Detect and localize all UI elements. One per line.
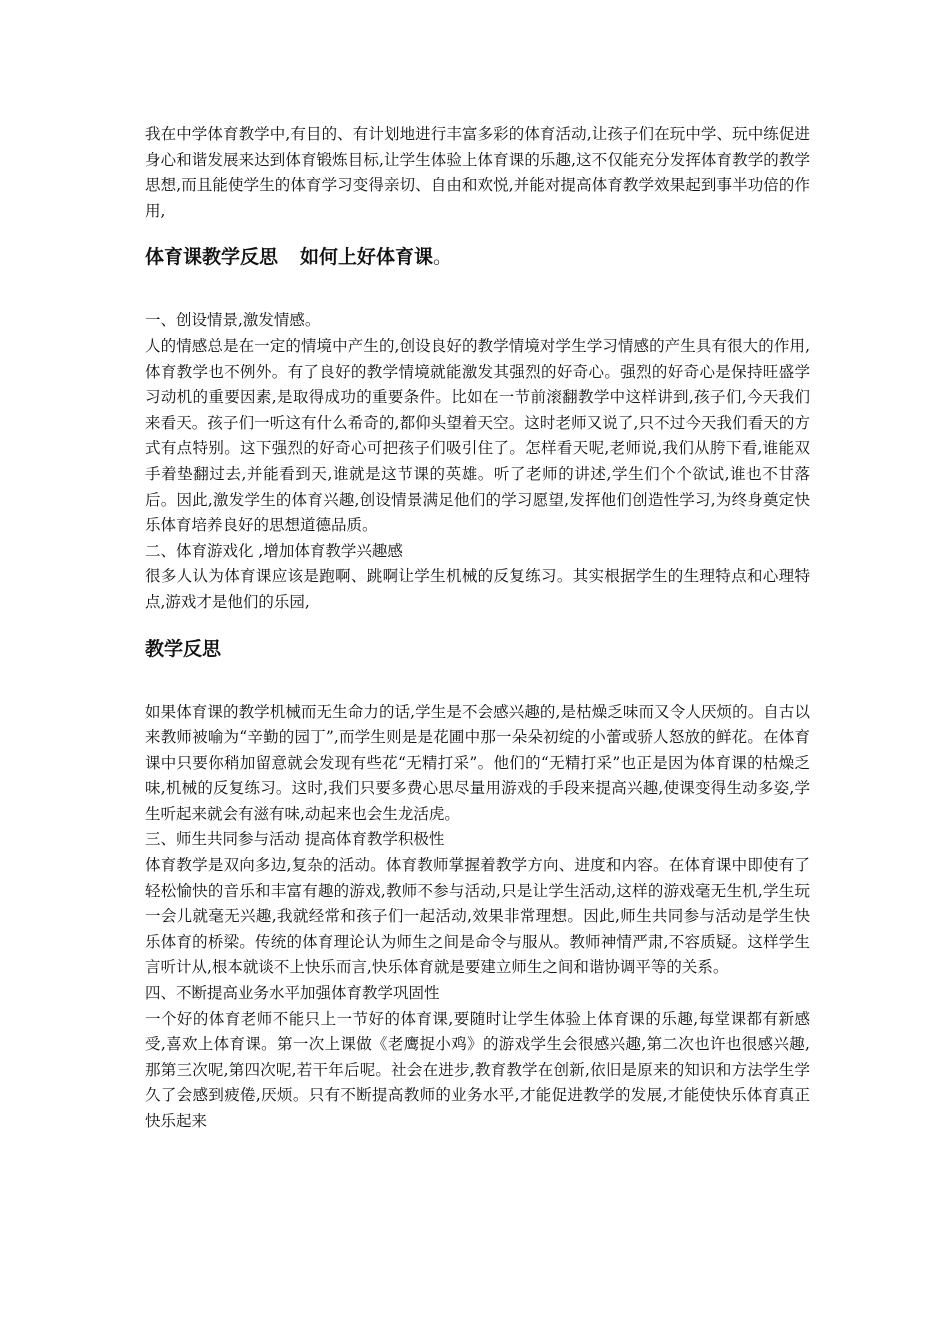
document-body (145, 122, 810, 1135)
section4-heading: 四、不断提高业务水平加强体育教学巩固性 (145, 984, 440, 1003)
spacer (145, 224, 810, 242)
section3-heading: 三、师生共同参与活动 提高体育教学积极性 (145, 830, 445, 849)
title-tail: 。 (433, 246, 453, 269)
document-title (145, 242, 810, 272)
spacer (145, 272, 810, 308)
title-part2: 如何上好体育课 (300, 246, 434, 269)
section2-body: 很多人认为体育课应该是跑啊、跳啊让学生机械的反复练习。其实根据学生的生理特点和心理特点,游戏才是他们的乐园, (145, 567, 810, 611)
section2-heading: 二、体育游戏化 ,增加体育教学兴趣感 (145, 541, 403, 560)
spacer (145, 664, 810, 700)
intro-paragraph: 我在中学体育教学中,有目的、有计划地进行丰富多彩的体育活动,让孩子们在玩中学、玩中练促进身心和谐发展来达到体育锻炼目标,让学生体验上体育课的乐趣,这不仅能充分发挥体育教学的教学思想,而且能使学生的体育学习变得亲切、自由和欢悦,并能对提高体育教学效果起到事半功倍的作用, (145, 125, 810, 220)
spacer (145, 616, 810, 634)
section3-body: 体育教学是双向多边,复杂的活动。体育教师掌握着教学方向、进度和内容。在体育课中即使有了轻松愉快的音乐和丰富有趣的游戏,教师不参与活动,只是让学生活动,这样的游戏毫无生机,学生玩一会儿就毫无兴趣,我就经常和孩子们一起活动,效果非常理想。因此,师生共同参与活动是学生快乐体育的桥梁。传统的体育理论认为师生之间是命令与服从。教师神情严肃,不容质疑。这样学生言听计从,根本就谈不上快乐而言,快乐体育就是要建立师生之间和谐协调平等的关系。 (145, 856, 810, 977)
section1-body: 人的情感总是在一定的情境中产生的,创设良好的教学情境对学生学习情感的产生具有很大的作用,体育教学也不例外。有了良好的教学情境就能激发其强烈的好奇心。强烈的好奇心是保持旺盛学习动机的重要因素,是取得成功的重要条件。比如在一节前滚翻教学中这样讲到,孩子们,今天我们来看天。孩子们一听这有什么希奇的,都仰头望着天空。这时老师又说了,只不过今天我们看天的方式有点特别。这下强烈的好奇心可把孩子们吸引住了。怎样看天呢,老师说,我们从胯下看,谁能双手着垫翻过去,并能看到天,谁就是这节课的英雄。听了老师的讲述,学生们个个欲试,谁也不甘落后。因此,激发学生的体育兴趣,创设情景满足他们的学习愿望,发挥他们创造性学习,为终身奠定快乐体育培养良好的思想道德品质。 (145, 336, 810, 535)
section4-body: 一个好的体育老师不能只上一节好的体育课,要随时让学生体验上体育课的乐趣,每堂课都有新感受,喜欢上体育课。第一次上课做《老鹰捉小鸡》的游戏学生会很感兴趣,第二次也许也很感兴趣,那第三次呢,第四次呢,若干年后呢。社会在进步,教育教学在创新,依旧是原来的知识和方法学生学久了会感到疲倦,厌烦。只有不断提高教师的业务水平,才能促进教学的发展,才能使快乐体育真正快乐起来 (145, 1009, 810, 1130)
section2-continued: 如果体育课的教学机械而无生命力的话,学生是不会感兴趣的,是枯燥乏味而又令人厌烦的。自古以来教师被喻为“辛勤的园丁”,而学生则是是花圃中那一朵朵初绽的小蕾或骄人怒放的鲜花。在体育课中只要你稍加留意就会发现有些花“无精打采”。他们的“无精打采”也正是因为体育课的枯燥乏味,机械的反复练习。这时,我们只要多费心思尽量用游戏的手段来提高兴趣,使课变得生动多姿,学生听起来就会有滋有味,动起来也会生龙活虎。 (145, 702, 810, 823)
title-part1: 体育课教学反思 (145, 246, 279, 269)
section-heading-reflection: 教学反思 (145, 637, 222, 660)
section1-heading: 一、创设情景,激发情感。 (145, 311, 321, 330)
